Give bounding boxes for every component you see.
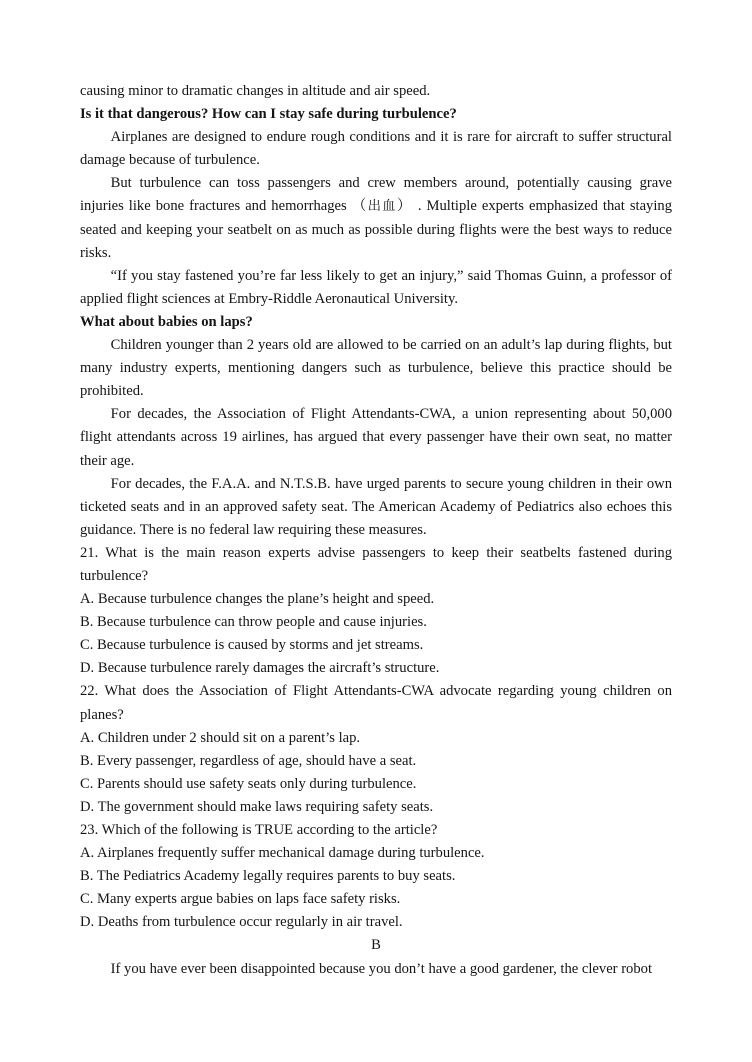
paragraph-quote-guinn: “If you stay fastened you’re far less likely to get an injury,” said Thomas Guinn, a professor of applied flight sciences at Embry-Riddle Aeronautical University. (80, 267, 672, 307)
paragraph-faa-ntsb: For decades, the F.A.A. and N.T.S.B. have urged parents to secure young children in their own ticketed seats and in an approved safety seat. The American Academy of Pediatrics also echoes this guidance. There is no federal law requiring these measures. (80, 475, 672, 538)
question-21-option-a[interactable]: A. Because turbulence changes the plane’s height and speed. (80, 591, 435, 608)
question-21-stem: 21. What is the main reason experts advise passengers to keep their seatbelts fastened during turbulence? (80, 544, 672, 584)
continued-line: causing minor to dramatic changes in altitude and air speed. (80, 83, 431, 99)
passage-b-opening-line: If you have ever been disappointed because you don’t have a good gardener, the clever robot (110, 960, 652, 977)
paragraph-afa-cwa: For decades, the Association of Flight Attendants-CWA, a union representing about 50,000 flight attendants across 19 airlines, has argued that every passenger have their own seat, no matter their age. (80, 406, 672, 469)
question-22-option-b[interactable]: B. Every passenger, regardless of age, should have a seat. (80, 752, 417, 769)
question-22-option-a[interactable]: A. Children under 2 should sit on a parent’s lap. (80, 729, 361, 746)
question-23-option-c[interactable]: C. Many experts argue babies on laps face safety risks. (80, 891, 401, 908)
question-22-option-d[interactable]: D. The government should make laws requiring safety seats. (80, 798, 434, 815)
question-23-stem: 23. Which of the following is TRUE according to the article? (80, 822, 438, 838)
paragraph-children-under-two: Children younger than 2 years old are allowed to be carried on an adult’s lap during flights, but many industry experts, mentioning dangers such as turbulence, believe this practice should be prohibited. (80, 337, 672, 400)
paragraph-injuries-text-after: ） . Multiple experts emphasized that staying seated and keeping your seatbelt on as much as possible during flights were the best ways to reduce risks. (80, 198, 673, 261)
question-23-option-a[interactable]: A. Airplanes frequently suffer mechanical damage during turbulence. (80, 845, 485, 862)
paragraph-injuries-text-before: But turbulence can toss passengers and crew members around, potentially causing grave injuries like bone fractures and hemorrhages （ (80, 175, 672, 215)
section-heading-babies-on-laps: What about babies on laps? (80, 313, 253, 330)
section-heading-turbulence-safety: Is it that dangerous? How can I stay safe during turbulence? (80, 106, 457, 123)
question-22-option-c[interactable]: C. Parents should use safety seats only during turbulence. (80, 775, 417, 792)
paragraph-injuries (80, 172, 672, 264)
question-21-option-b[interactable]: B. Because turbulence can throw people and cause injuries. (80, 614, 427, 631)
question-23-option-b[interactable]: B. The Pediatrics Academy legally requires parents to buy seats. (80, 868, 456, 885)
passage-b-section-marker: B (371, 937, 381, 954)
question-22-stem: 22. What does the Association of Flight Attendants-CWA advocate regarding young children on planes? (80, 683, 672, 723)
question-21-option-d[interactable]: D. Because turbulence rarely damages the aircraft’s structure. (80, 660, 440, 677)
paragraph-structural-damage: Airplanes are designed to endure rough conditions and it is rare for aircraft to suffer structural damage because of turbulence. (80, 129, 672, 169)
text-column (80, 80, 672, 981)
question-21-option-c[interactable]: C. Because turbulence is caused by storms and jet streams. (80, 637, 424, 654)
gloss-chinese-chuxie: 出血 (367, 199, 397, 215)
question-23-option-d[interactable]: D. Deaths from turbulence occur regularly in air travel. (80, 914, 403, 931)
